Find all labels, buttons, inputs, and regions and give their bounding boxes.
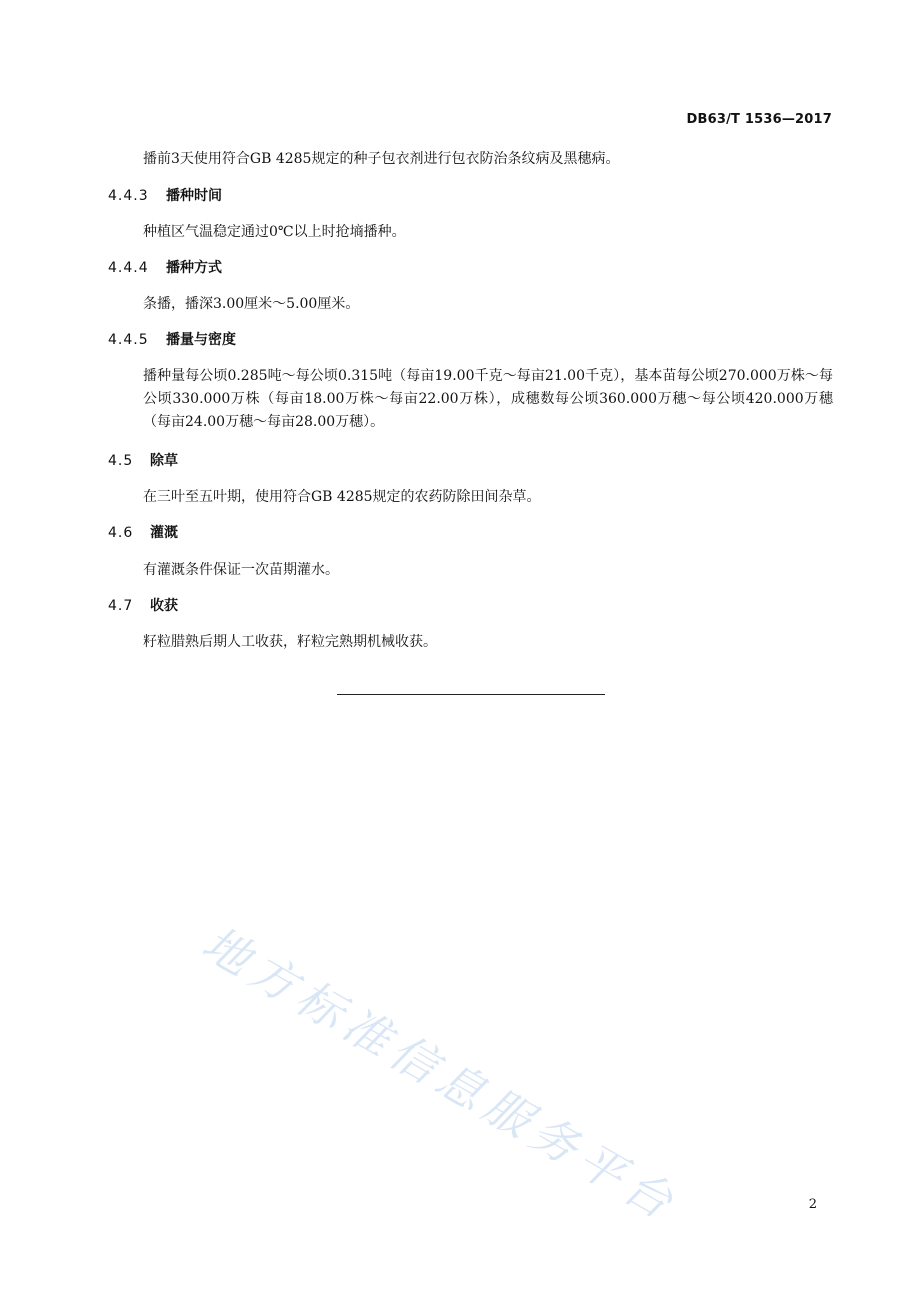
section-heading-4-5: [108, 451, 178, 471]
section-heading-4-4-5: [108, 330, 236, 350]
paragraph-sowing-time: 种植区气温稳定通过0℃以上时抢墒播种。: [143, 224, 406, 240]
section-heading-4-7: [108, 596, 178, 616]
section-title: 播量与密度: [166, 332, 236, 348]
paragraph-seed-coating: 播前3天使用符合GB 4285规定的种子包衣剂进行包衣防治条纹病及黑穗病。: [143, 151, 620, 167]
page-number: 2: [808, 1197, 817, 1212]
section-number: 4.4.3: [108, 188, 149, 204]
standard-code: DB63/T 1536—2017: [686, 112, 832, 127]
section-heading-4-4-4: [108, 258, 222, 278]
section-number: 4.7: [108, 598, 134, 614]
section-number: 4.6: [108, 525, 134, 541]
section-number: 4.5: [108, 453, 134, 469]
paragraph-weeding: 在三叶至五叶期，使用符合GB 4285规定的农药防除田间杂草。: [143, 489, 541, 505]
paragraph-sowing-method: 条播，播深3.00厘米～5.00厘米。: [143, 296, 360, 312]
section-title: 灌溉: [150, 525, 178, 541]
section-heading-4-6: [108, 523, 178, 543]
paragraph-irrigation: 有灌溉条件保证一次苗期灌水。: [143, 562, 339, 578]
section-title: 播种时间: [166, 188, 222, 204]
section-title: 收获: [150, 598, 178, 614]
paragraph-harvest: 籽粒腊熟后期人工收获，籽粒完熟期机械收获。: [143, 634, 437, 650]
end-of-document-rule: [337, 694, 605, 695]
section-title: 播种方式: [166, 260, 222, 276]
section-heading-4-4-3: [108, 186, 222, 206]
section-number: 4.4.4: [108, 260, 149, 276]
section-number: 4.4.5: [108, 332, 149, 348]
watermark: 地方标准信息服务平台: [193, 915, 689, 1233]
section-title: 除草: [150, 453, 178, 469]
paragraph-seeding-rate-density: 播种量每公顷0.285吨～每公顷0.315吨（每亩19.00千克～每亩21.00千克），基本苗每公顷270.000万株～每公顷330.000万株（每亩18.00万株～每亩22.00万株），成穗数每公顷360.000万穗～每公顷420.000万穗（每亩24.00万穗～每亩28.00万穗）。: [143, 368, 833, 430]
